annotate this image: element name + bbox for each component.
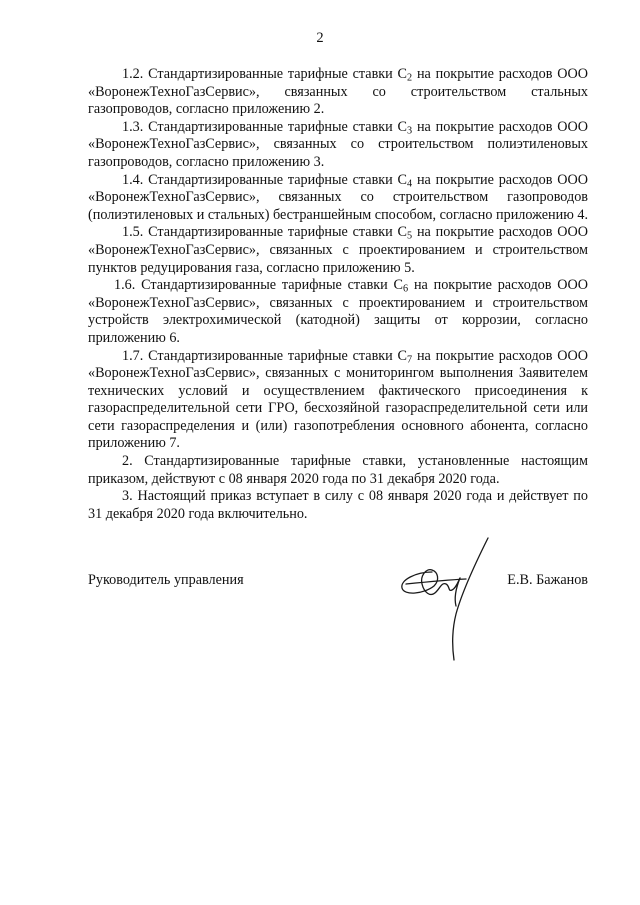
paragraph-p1-4 [88, 172, 588, 225]
paragraph-p2 [88, 453, 588, 488]
paragraph-text: 1.5. Стандартизированные тарифные ставки С [122, 224, 408, 241]
paragraph-p1-2 [88, 66, 588, 119]
paragraph-text: на покрытие расходов ООО «ВоронежТехноГазСервис», связанных со строительством стальных газопроводов, согласно приложению 2. [88, 66, 588, 118]
handwritten-signature [396, 532, 492, 664]
page-number: 2 [316, 30, 324, 46]
document-body [88, 66, 588, 523]
paragraph-text: на покрытие расходов ООО «ВоронежТехноГазСервис», связанных с проектированием и строительством пунктов редуцирования газа, согласно приложению 5. [88, 224, 588, 276]
paragraph-p1-7 [88, 348, 588, 454]
subscript-index: 2 [407, 72, 413, 84]
paragraph-p3 [88, 488, 588, 523]
paragraph-text: на покрытие расходов ООО «ВоронежТехноГазСервис», связанных с проектированием и строительством устройств электрохимической (катодной) защиты от коррозии, согласно приложению 6. [88, 277, 588, 346]
paragraph-text: 1.2. Стандартизированные тарифные ставки С [122, 66, 408, 82]
paragraph-text: на покрытие расходов ООО «ВоронежТехноГазСервис», связанных со строительством газопроводов (полиэтиленовых и стальных) бестраншейным способом, согласно приложению 4. [88, 171, 589, 223]
paragraph-text: на покрытие расходов ООО «ВоронежТехноГазСервис», связанных со строительством полиэтиленовых газопроводов, согласно приложению 3. [88, 118, 588, 170]
paragraph-text: 1.6. Стандартизированные тарифные ставки С [114, 277, 404, 294]
paragraph-text: 1.7. Стандартизированные тарифные ставки С [122, 347, 408, 364]
paragraph-text: 2. Стандартизированные тарифные ставки, установленные настоящим приказом, действуют с 08 января 2020 года по 31 декабря 2020 года. [88, 453, 588, 487]
paragraph-p1-6 [88, 277, 588, 347]
paragraph-text: 1.4. Стандартизированные тарифные ставки С [122, 171, 408, 188]
subscript-index: 5 [407, 230, 413, 242]
signature-block [88, 572, 588, 592]
paragraph-p1-3 [88, 119, 588, 172]
paragraph-text: на покрытие расходов ООО «ВоронежТехноГазСервис», связанных с мониторингом выполнения Заявителем технических условий и осуществлением фактического присоединения к газораспределительной сети ГРО, бесхозяйной газораспределительной сети или сети газораспределения и (или) газопотребления основного абонента, согласно приложению 7. [88, 347, 588, 452]
subscript-index: 6 [403, 283, 409, 295]
signatory-name: Е.В. Бажанов [507, 572, 588, 588]
subscript-index: 3 [407, 125, 413, 137]
paragraph-p1-5 [88, 224, 588, 277]
subscript-index: 7 [407, 354, 413, 366]
paragraph-text: 1.3. Стандартизированные тарифные ставки С [122, 118, 408, 135]
signatory-role: Руководитель управления [88, 572, 244, 588]
paragraph-text: 3. Настоящий приказ вступает в силу с 08 января 2020 года и действует по 31 декабря 2020 года включительно. [88, 488, 588, 522]
subscript-index: 4 [407, 178, 413, 190]
